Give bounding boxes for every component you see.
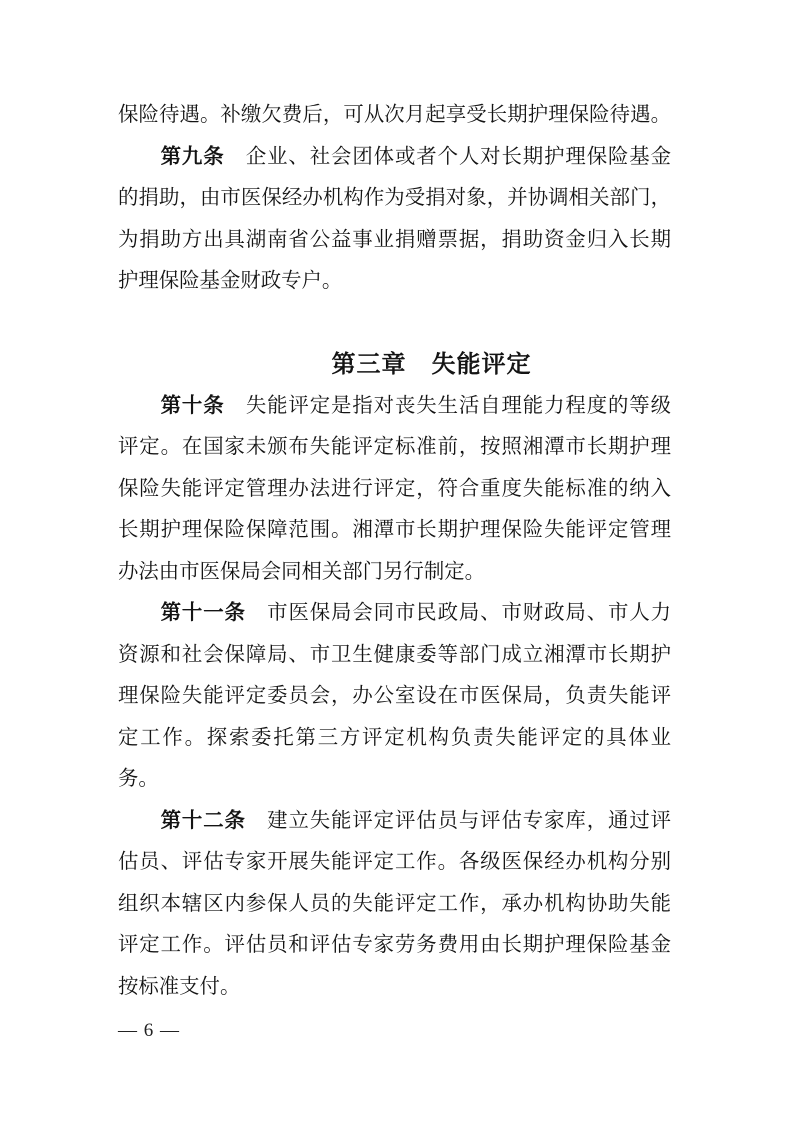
line-text: 评定。在国家未颁布失能评定标准前，按照湘潭市长期护理 (118, 436, 671, 458)
text-line (118, 552, 671, 594)
page-number: — 6 — (118, 1020, 180, 1041)
line-text: 评定工作。评估员和评估专家劳务费用由长期护理保险基金 (118, 934, 671, 956)
line-text: 资源和社会保障局、市卫生健康委等部门成立湘潭市长期护 (118, 643, 671, 666)
text-line (118, 220, 671, 262)
text-line (118, 801, 671, 843)
line-text: 市医保局会同市民政局、市财政局、市人力 (267, 602, 672, 624)
line-text: 组织本辖区内参保人员的失能评定工作，承办机构协助失能 (118, 892, 671, 915)
text-line (118, 386, 671, 428)
line-text: 估员、评估专家开展失能评定工作。各级医保经办机构分别 (118, 851, 671, 873)
line-text: 长期护理保险保障范围。湘潭市长期护理保险失能评定管理 (118, 519, 671, 541)
text-line (118, 967, 671, 1009)
line-text: 企业、社会团体或者个人对长期护理保险基金 (245, 145, 671, 168)
text-line (118, 925, 671, 967)
line-text: 按标准支付。 (118, 975, 241, 998)
text-line (118, 261, 671, 303)
text-line (118, 427, 671, 469)
text-line (118, 676, 671, 718)
line-text: 失能评定是指对丧失生活自理能力程度的等级 (245, 394, 671, 417)
line-text: 务。 (118, 768, 159, 790)
line-text: 定工作。探索委托第三方评定机构负责失能评定的具体业 (118, 726, 671, 749)
line-text: 保险失能评定管理办法进行评定，符合重度失能标准的纳入 (118, 477, 671, 500)
text-line (118, 137, 671, 179)
article-number: 第十二条 (118, 809, 268, 832)
text-line (118, 842, 671, 884)
article-number: 第九条 (118, 145, 246, 168)
text-line (118, 593, 671, 635)
text-line (118, 95, 671, 137)
text-line (118, 759, 671, 801)
text-line (118, 178, 671, 220)
line-text: 理保险失能评定委员会，办公室设在市医保局，负责失能评 (118, 685, 671, 707)
line-text: 办法由市医保局会同相关部门另行制定。 (118, 560, 486, 583)
chapter-heading: 第三章 失能评定 (331, 351, 532, 378)
line-text: 的捐助，由市医保经办机构作为受捐对象，并协调相关部门， (118, 187, 671, 209)
article-number: 第十条 (118, 394, 246, 417)
text-line (118, 469, 671, 511)
document-body (118, 95, 671, 1008)
line-text: 保险待遇。补缴欠费后，可从次月起享受长期护理保险待遇。 (118, 104, 671, 126)
line-text: 护理保险基金财政专户。 (118, 270, 343, 292)
text-line (118, 718, 671, 760)
article-number: 第十一条 (118, 602, 268, 624)
blank-line (118, 303, 671, 345)
text-line (118, 884, 671, 926)
line-text: 建立失能评定评估员与评估专家库，通过评 (267, 809, 672, 832)
text-line (118, 510, 671, 552)
text-line (118, 635, 671, 677)
line-text: 为捐助方出具湖南省公益事业捐赠票据，捐助资金归入长期 (118, 228, 671, 251)
